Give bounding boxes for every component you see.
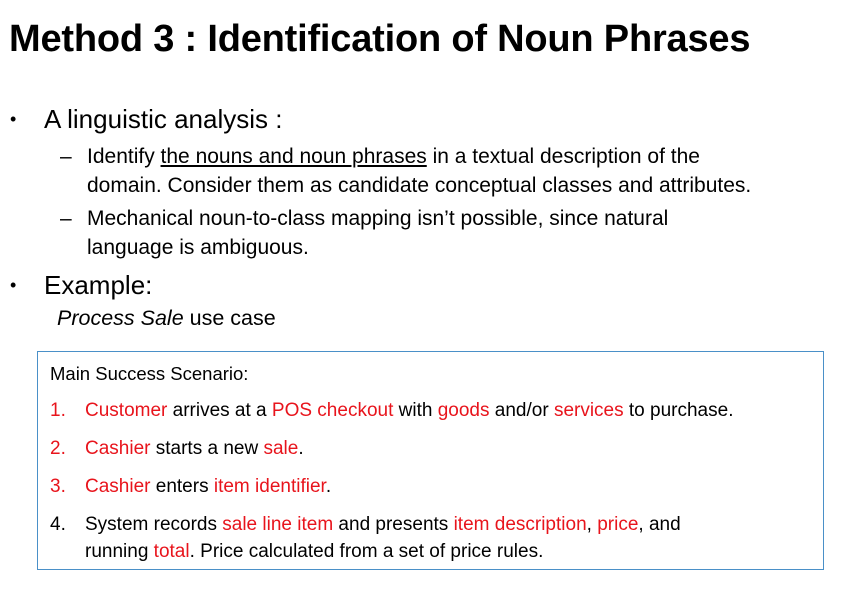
sub-bullet-mechanical-mapping xyxy=(60,204,840,264)
step-number: 4. xyxy=(50,514,66,535)
text-segment: Identify xyxy=(87,145,161,168)
step-number: 2. xyxy=(50,438,66,459)
bullet-dot: • xyxy=(10,275,17,295)
step-number: 3. xyxy=(50,476,66,497)
step-number: 1. xyxy=(50,400,66,421)
bullet-example: Example: xyxy=(44,270,153,300)
noun-phrase: total xyxy=(153,541,190,562)
scenario-step-4 xyxy=(50,511,681,539)
text-segment: and/or xyxy=(489,400,554,421)
noun-phrase: sale line item xyxy=(222,514,334,535)
scenario-step-2 xyxy=(50,435,304,463)
noun-phrase: POS checkout xyxy=(271,400,394,421)
noun-phrase: price xyxy=(597,514,639,535)
noun-phrase: item description xyxy=(453,514,587,535)
sub-bullet-line: domain. Consider them as candidate conceptual classes and attributes. xyxy=(87,174,752,197)
dash-marker: – xyxy=(60,145,72,168)
text-segment: running xyxy=(85,541,154,562)
text-segment: arrives at a xyxy=(167,400,272,421)
sub-bullet-line: Mechanical noun-to-class mapping isn’t possible, since natural xyxy=(87,207,669,230)
noun-phrase: sale xyxy=(263,438,299,459)
example-use-case xyxy=(57,306,276,331)
scenario-step-1 xyxy=(50,397,733,425)
bullet-dot: • xyxy=(10,109,17,129)
text-segment: with xyxy=(393,400,438,421)
scenario-step-3 xyxy=(50,473,331,501)
underlined-phrase: the nouns and noun phrases xyxy=(160,145,427,168)
noun-phrase: goods xyxy=(437,400,490,421)
text-segment: enters xyxy=(150,476,214,497)
text-segment: starts a new xyxy=(150,438,264,459)
text-segment: . Price calculated from a set of price rules. xyxy=(189,541,544,562)
text-segment: in a textual description of the xyxy=(426,145,700,168)
scenario-step-4-continued xyxy=(85,541,543,563)
scenario-box xyxy=(37,351,824,570)
text-segment: and presents xyxy=(333,514,454,535)
scenario-heading: Main Success Scenario: xyxy=(50,363,249,384)
use-case-name: Process Sale xyxy=(57,306,184,330)
slide-title: Method 3 : Identification of Noun Phrases xyxy=(9,18,751,60)
text-segment: , xyxy=(586,514,598,535)
noun-phrase: services xyxy=(553,400,624,421)
sub-bullet-line: language is ambiguous. xyxy=(87,236,309,259)
noun-phrase: Cashier xyxy=(85,438,151,459)
noun-phrase: Cashier xyxy=(85,476,151,497)
bullet-linguistic-analysis: A linguistic analysis : xyxy=(44,104,283,134)
text-segment: . xyxy=(298,438,304,459)
text-segment: , and xyxy=(638,514,681,535)
noun-phrase: Customer xyxy=(85,400,168,421)
sub-bullet-identify-nouns xyxy=(60,142,840,202)
noun-phrase: item identifier xyxy=(213,476,326,497)
text-segment: System records xyxy=(85,514,223,535)
text-segment: . xyxy=(325,476,332,497)
sub-bullet-line xyxy=(87,142,700,171)
text-segment: to purchase. xyxy=(623,400,734,421)
text-segment: use case xyxy=(183,306,276,330)
dash-marker: – xyxy=(60,207,72,230)
